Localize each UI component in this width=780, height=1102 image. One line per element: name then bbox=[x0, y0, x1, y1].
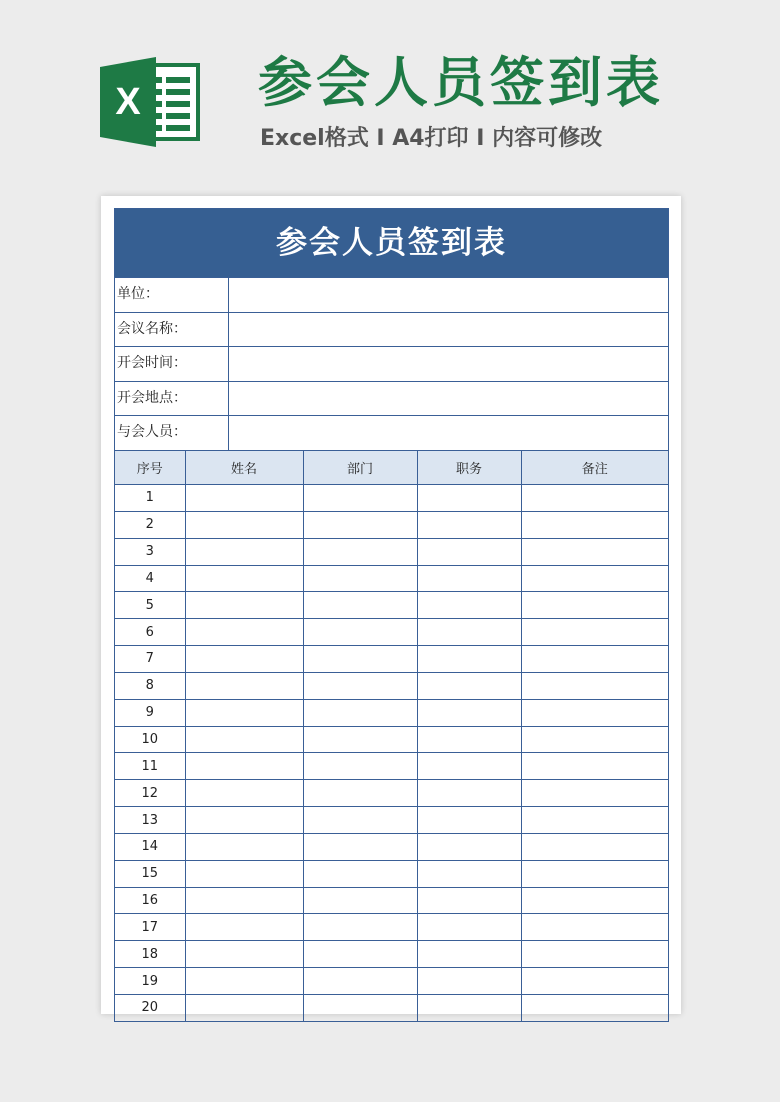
table-row bbox=[115, 619, 668, 646]
row-number-cell: 2 bbox=[115, 511, 185, 538]
position-cell[interactable] bbox=[417, 672, 521, 699]
info-value-cell[interactable] bbox=[229, 278, 668, 312]
remarks-cell[interactable] bbox=[521, 699, 668, 726]
table-row bbox=[115, 860, 668, 887]
department-cell[interactable] bbox=[303, 484, 417, 511]
remarks-cell[interactable] bbox=[521, 672, 668, 699]
department-cell[interactable] bbox=[303, 780, 417, 807]
svg-text:X: X bbox=[115, 81, 141, 123]
position-cell[interactable] bbox=[417, 887, 521, 914]
excel-logo-icon bbox=[100, 57, 200, 147]
table-row bbox=[115, 646, 668, 673]
row-number-cell: 14 bbox=[115, 833, 185, 860]
name-cell[interactable] bbox=[185, 592, 303, 619]
name-cell[interactable] bbox=[185, 780, 303, 807]
page-subtitle: Excel格式 Ⅰ A4打印 Ⅰ 内容可修改 bbox=[260, 126, 603, 151]
table-row bbox=[115, 780, 668, 807]
table-row bbox=[115, 753, 668, 780]
page-title: 参会人员签到表 bbox=[258, 51, 664, 114]
row-number-cell: 20 bbox=[115, 995, 185, 1021]
info-label: 单位： bbox=[115, 278, 229, 312]
info-label: 与会人员： bbox=[115, 416, 229, 450]
row-number-cell: 10 bbox=[115, 726, 185, 753]
attendee-table bbox=[115, 450, 668, 1021]
remarks-cell[interactable] bbox=[521, 807, 668, 834]
document-page bbox=[101, 196, 681, 1014]
name-cell[interactable] bbox=[185, 699, 303, 726]
table-row bbox=[115, 941, 668, 968]
row-number-cell: 12 bbox=[115, 780, 185, 807]
table-row bbox=[115, 699, 668, 726]
remarks-cell[interactable] bbox=[521, 592, 668, 619]
sign-in-sheet bbox=[114, 208, 669, 1022]
name-cell[interactable] bbox=[185, 807, 303, 834]
table-header-row bbox=[115, 450, 668, 484]
department-cell[interactable] bbox=[303, 968, 417, 995]
row-number-cell: 18 bbox=[115, 941, 185, 968]
remarks-cell[interactable] bbox=[521, 619, 668, 646]
table-row bbox=[115, 511, 668, 538]
info-row bbox=[115, 312, 668, 347]
name-cell[interactable] bbox=[185, 726, 303, 753]
row-number-cell: 15 bbox=[115, 860, 185, 887]
name-cell[interactable] bbox=[185, 833, 303, 860]
table-row bbox=[115, 565, 668, 592]
remarks-cell[interactable] bbox=[521, 968, 668, 995]
info-row bbox=[115, 381, 668, 416]
department-cell[interactable] bbox=[303, 753, 417, 780]
column-header-department: 部门 bbox=[303, 450, 417, 484]
department-cell[interactable] bbox=[303, 887, 417, 914]
remarks-cell[interactable] bbox=[521, 646, 668, 673]
name-cell[interactable] bbox=[185, 968, 303, 995]
row-number-cell: 9 bbox=[115, 699, 185, 726]
position-cell[interactable] bbox=[417, 538, 521, 565]
remarks-cell[interactable] bbox=[521, 511, 668, 538]
remarks-cell[interactable] bbox=[521, 565, 668, 592]
info-row bbox=[115, 415, 668, 450]
meeting-info-block bbox=[115, 277, 668, 450]
position-cell[interactable] bbox=[417, 726, 521, 753]
position-cell[interactable] bbox=[417, 699, 521, 726]
table-row bbox=[115, 484, 668, 511]
position-cell[interactable] bbox=[417, 860, 521, 887]
position-cell[interactable] bbox=[417, 941, 521, 968]
position-cell[interactable] bbox=[417, 619, 521, 646]
info-value-cell[interactable] bbox=[229, 313, 668, 347]
name-cell[interactable] bbox=[185, 672, 303, 699]
column-header-name: 姓名 bbox=[185, 450, 303, 484]
name-cell[interactable] bbox=[185, 887, 303, 914]
department-cell[interactable] bbox=[303, 646, 417, 673]
row-number-cell: 1 bbox=[115, 484, 185, 511]
position-cell[interactable] bbox=[417, 807, 521, 834]
row-number-cell: 4 bbox=[115, 565, 185, 592]
table-row bbox=[115, 887, 668, 914]
position-cell[interactable] bbox=[417, 646, 521, 673]
table-row bbox=[115, 995, 668, 1021]
info-label: 会议名称： bbox=[115, 313, 229, 347]
remarks-cell[interactable] bbox=[521, 860, 668, 887]
info-value-cell[interactable] bbox=[229, 416, 668, 450]
department-cell[interactable] bbox=[303, 860, 417, 887]
position-cell[interactable] bbox=[417, 592, 521, 619]
name-cell[interactable] bbox=[185, 484, 303, 511]
department-cell[interactable] bbox=[303, 619, 417, 646]
position-cell[interactable] bbox=[417, 780, 521, 807]
name-cell[interactable] bbox=[185, 995, 303, 1021]
department-cell[interactable] bbox=[303, 995, 417, 1021]
remarks-cell[interactable] bbox=[521, 941, 668, 968]
remarks-cell[interactable] bbox=[521, 780, 668, 807]
table-row bbox=[115, 968, 668, 995]
table-row bbox=[115, 592, 668, 619]
department-cell[interactable] bbox=[303, 807, 417, 834]
sheet-title: 参会人员签到表 bbox=[115, 209, 668, 277]
row-number-cell: 17 bbox=[115, 914, 185, 941]
info-value-cell[interactable] bbox=[229, 347, 668, 381]
name-cell[interactable] bbox=[185, 941, 303, 968]
row-number-cell: 5 bbox=[115, 592, 185, 619]
table-row bbox=[115, 538, 668, 565]
info-row bbox=[115, 346, 668, 381]
remarks-cell[interactable] bbox=[521, 833, 668, 860]
remarks-cell[interactable] bbox=[521, 538, 668, 565]
column-header-index: 序号 bbox=[115, 450, 185, 484]
name-cell[interactable] bbox=[185, 565, 303, 592]
position-cell[interactable] bbox=[417, 833, 521, 860]
position-cell[interactable] bbox=[417, 484, 521, 511]
info-label: 开会时间： bbox=[115, 347, 229, 381]
row-number-cell: 3 bbox=[115, 538, 185, 565]
department-cell[interactable] bbox=[303, 914, 417, 941]
name-cell[interactable] bbox=[185, 619, 303, 646]
department-cell[interactable] bbox=[303, 833, 417, 860]
remarks-cell[interactable] bbox=[521, 726, 668, 753]
position-cell[interactable] bbox=[417, 995, 521, 1021]
remarks-cell[interactable] bbox=[521, 753, 668, 780]
row-number-cell: 7 bbox=[115, 646, 185, 673]
table-row bbox=[115, 726, 668, 753]
row-number-cell: 6 bbox=[115, 619, 185, 646]
position-cell[interactable] bbox=[417, 914, 521, 941]
name-cell[interactable] bbox=[185, 914, 303, 941]
position-cell[interactable] bbox=[417, 968, 521, 995]
department-cell[interactable] bbox=[303, 941, 417, 968]
row-number-cell: 19 bbox=[115, 968, 185, 995]
info-value-cell[interactable] bbox=[229, 382, 668, 416]
remarks-cell[interactable] bbox=[521, 887, 668, 914]
department-cell[interactable] bbox=[303, 565, 417, 592]
row-number-cell: 11 bbox=[115, 753, 185, 780]
department-cell[interactable] bbox=[303, 511, 417, 538]
department-cell[interactable] bbox=[303, 699, 417, 726]
column-header-position: 职务 bbox=[417, 450, 521, 484]
remarks-cell[interactable] bbox=[521, 914, 668, 941]
department-cell[interactable] bbox=[303, 538, 417, 565]
position-cell[interactable] bbox=[417, 565, 521, 592]
row-number-cell: 13 bbox=[115, 807, 185, 834]
department-cell[interactable] bbox=[303, 592, 417, 619]
table-row bbox=[115, 672, 668, 699]
department-cell[interactable] bbox=[303, 672, 417, 699]
table-row bbox=[115, 833, 668, 860]
table-row bbox=[115, 914, 668, 941]
position-cell[interactable] bbox=[417, 753, 521, 780]
remarks-cell[interactable] bbox=[521, 484, 668, 511]
position-cell[interactable] bbox=[417, 511, 521, 538]
row-number-cell: 16 bbox=[115, 887, 185, 914]
name-cell[interactable] bbox=[185, 753, 303, 780]
name-cell[interactable] bbox=[185, 511, 303, 538]
name-cell[interactable] bbox=[185, 538, 303, 565]
department-cell[interactable] bbox=[303, 726, 417, 753]
table-row bbox=[115, 807, 668, 834]
name-cell[interactable] bbox=[185, 646, 303, 673]
name-cell[interactable] bbox=[185, 860, 303, 887]
info-row bbox=[115, 277, 668, 312]
info-label: 开会地点： bbox=[115, 382, 229, 416]
column-header-remarks: 备注 bbox=[521, 450, 668, 484]
row-number-cell: 8 bbox=[115, 672, 185, 699]
remarks-cell[interactable] bbox=[521, 995, 668, 1021]
